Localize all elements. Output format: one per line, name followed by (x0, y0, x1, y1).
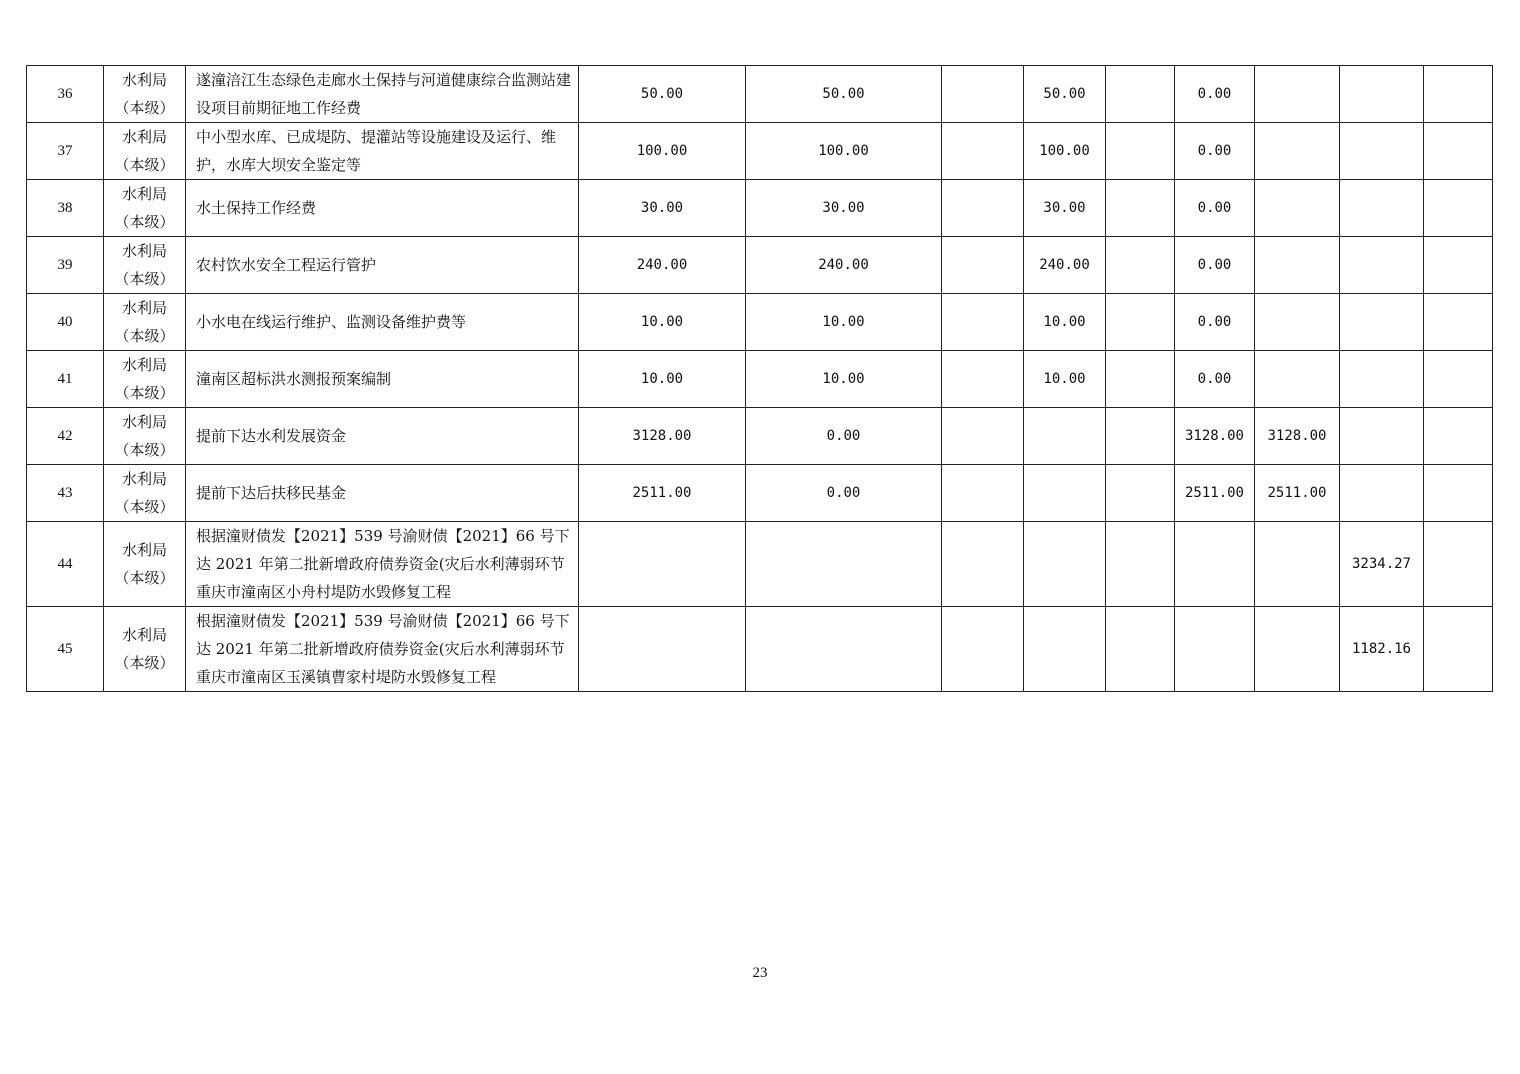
item-name-cell: 潼南区超标洪水测报预案编制 (186, 351, 579, 408)
item-name-cell: 提前下达水利发展资金 (186, 408, 579, 465)
row-number-cell: 45 (27, 607, 104, 692)
row-number-cell: 44 (27, 522, 104, 607)
amount-cell-2: 0.00 (746, 408, 942, 465)
amount-cell-2: 30.00 (746, 180, 942, 237)
unit-cell (104, 66, 186, 123)
amount-cell-4 (1024, 522, 1106, 607)
table-row (27, 294, 1493, 351)
unit-cell (104, 351, 186, 408)
amount-cell-3 (942, 66, 1024, 123)
table-body (27, 66, 1493, 692)
unit-line: 水利局 (121, 541, 167, 559)
amount-cell-3 (942, 237, 1024, 294)
amount-cell-8 (1340, 237, 1424, 294)
amount-cell-3 (942, 294, 1024, 351)
unit-cell (104, 237, 186, 294)
amount-cell-3 (942, 465, 1024, 522)
unit-cell (104, 180, 186, 237)
row-number-cell: 38 (27, 180, 104, 237)
amount-cell-7 (1255, 66, 1340, 123)
amount-cell-8 (1340, 66, 1424, 123)
amount-cell-9 (1424, 294, 1493, 351)
item-name-cell: 提前下达后扶移民基金 (186, 465, 579, 522)
amount-cell-7 (1255, 237, 1340, 294)
unit-line: （本级） (114, 327, 175, 345)
item-name-cell: 中小型水库、已成堤防、提灌站等设施建设及运行、维护，水库大坝安全鉴定等 (186, 123, 579, 180)
amount-cell-8 (1340, 180, 1424, 237)
amount-cell-4 (1024, 408, 1106, 465)
amount-cell-3 (942, 607, 1024, 692)
amount-cell-2: 240.00 (746, 237, 942, 294)
amount-cell-8 (1340, 408, 1424, 465)
amount-cell-2: 100.00 (746, 123, 942, 180)
unit-line: （本级） (114, 270, 175, 288)
amount-cell-1: 3128.00 (579, 408, 746, 465)
amount-cell-7 (1255, 522, 1340, 607)
unit-cell (104, 465, 186, 522)
amount-cell-3 (942, 180, 1024, 237)
amount-cell-7 (1255, 607, 1340, 692)
unit-cell (104, 607, 186, 692)
amount-cell-6: 0.00 (1175, 123, 1255, 180)
amount-cell-9 (1424, 123, 1493, 180)
unit-line: （本级） (114, 99, 175, 117)
amount-cell-5 (1106, 66, 1175, 123)
table-row (27, 607, 1493, 692)
table-row (27, 180, 1493, 237)
amount-cell-2: 10.00 (746, 294, 942, 351)
amount-cell-8 (1340, 123, 1424, 180)
row-number-cell: 36 (27, 66, 104, 123)
unit-line: 水利局 (121, 242, 167, 260)
table-row (27, 123, 1493, 180)
amount-cell-1 (579, 607, 746, 692)
unit-cell (104, 123, 186, 180)
amount-cell-1: 2511.00 (579, 465, 746, 522)
table-row (27, 237, 1493, 294)
table-row (27, 465, 1493, 522)
table-row (27, 66, 1493, 123)
amount-cell-5 (1106, 123, 1175, 180)
amount-cell-8 (1340, 465, 1424, 522)
amount-cell-2 (746, 607, 942, 692)
amount-cell-2: 10.00 (746, 351, 942, 408)
amount-cell-3 (942, 522, 1024, 607)
item-name-cell: 根据潼财债发【2021】539 号渝财债【2021】66 号下达 2021 年第二批新增政府债券资金(灾后水利薄弱环节重庆市潼南区玉溪镇曹家村堤防水毁修复工程 (186, 607, 579, 692)
amount-cell-6: 0.00 (1175, 237, 1255, 294)
amount-cell-5 (1106, 408, 1175, 465)
unit-line: 水利局 (121, 185, 167, 203)
unit-line: 水利局 (121, 128, 167, 146)
amount-cell-6: 0.00 (1175, 180, 1255, 237)
row-number-cell: 37 (27, 123, 104, 180)
amount-cell-6: 2511.00 (1175, 465, 1255, 522)
table-row (27, 408, 1493, 465)
amount-cell-6 (1175, 522, 1255, 607)
amount-cell-7: 3128.00 (1255, 408, 1340, 465)
amount-cell-5 (1106, 180, 1175, 237)
amount-cell-4 (1024, 465, 1106, 522)
amount-cell-7 (1255, 351, 1340, 408)
table-row (27, 522, 1493, 607)
unit-line: （本级） (114, 654, 175, 672)
amount-cell-5 (1106, 607, 1175, 692)
amount-cell-5 (1106, 237, 1175, 294)
amount-cell-6: 0.00 (1175, 66, 1255, 123)
amount-cell-4: 240.00 (1024, 237, 1106, 294)
table-row (27, 351, 1493, 408)
amount-cell-1 (579, 522, 746, 607)
item-name-cell: 遂潼涪江生态绿色走廊水土保持与河道健康综合监测站建设项目前期征地工作经费 (186, 66, 579, 123)
row-number-cell: 42 (27, 408, 104, 465)
amount-cell-8 (1340, 351, 1424, 408)
amount-cell-9 (1424, 408, 1493, 465)
amount-cell-4 (1024, 607, 1106, 692)
amount-cell-2 (746, 522, 942, 607)
amount-cell-8: 3234.27 (1340, 522, 1424, 607)
unit-cell (104, 522, 186, 607)
amount-cell-1: 10.00 (579, 294, 746, 351)
item-name-cell: 农村饮水安全工程运行管护 (186, 237, 579, 294)
amount-cell-9 (1424, 351, 1493, 408)
unit-line: 水利局 (121, 626, 167, 644)
unit-line: （本级） (114, 213, 175, 231)
amount-cell-4: 10.00 (1024, 351, 1106, 408)
amount-cell-3 (942, 351, 1024, 408)
amount-cell-1: 240.00 (579, 237, 746, 294)
page-number: 23 (752, 965, 768, 981)
amount-cell-9 (1424, 607, 1493, 692)
unit-line: 水利局 (121, 299, 167, 317)
amount-cell-4: 50.00 (1024, 66, 1106, 123)
item-name-cell: 小水电在线运行维护、监测设备维护费等 (186, 294, 579, 351)
unit-line: （本级） (114, 156, 175, 174)
amount-cell-4: 10.00 (1024, 294, 1106, 351)
amount-cell-4: 100.00 (1024, 123, 1106, 180)
amount-cell-5 (1106, 465, 1175, 522)
row-number-cell: 43 (27, 465, 104, 522)
amount-cell-9 (1424, 180, 1493, 237)
amount-cell-4: 30.00 (1024, 180, 1106, 237)
amount-cell-2: 0.00 (746, 465, 942, 522)
amount-cell-1: 30.00 (579, 180, 746, 237)
amount-cell-6: 0.00 (1175, 294, 1255, 351)
amount-cell-3 (942, 123, 1024, 180)
row-number-cell: 39 (27, 237, 104, 294)
amount-cell-7 (1255, 180, 1340, 237)
unit-line: （本级） (114, 498, 175, 516)
amount-cell-7: 2511.00 (1255, 465, 1340, 522)
unit-line: （本级） (114, 569, 175, 587)
unit-cell (104, 408, 186, 465)
amount-cell-8 (1340, 294, 1424, 351)
amount-cell-9 (1424, 66, 1493, 123)
amount-cell-7 (1255, 294, 1340, 351)
amount-cell-9 (1424, 237, 1493, 294)
unit-line: 水利局 (121, 71, 167, 89)
amount-cell-5 (1106, 522, 1175, 607)
amount-cell-5 (1106, 351, 1175, 408)
amount-cell-7 (1255, 123, 1340, 180)
amount-cell-9 (1424, 465, 1493, 522)
item-name-cell: 根据潼财债发【2021】539 号渝财债【2021】66 号下达 2021 年第二批新增政府债券资金(灾后水利薄弱环节重庆市潼南区小舟村堤防水毁修复工程 (186, 522, 579, 607)
budget-table (26, 65, 1493, 692)
amount-cell-1: 50.00 (579, 66, 746, 123)
amount-cell-8: 1182.16 (1340, 607, 1424, 692)
amount-cell-6: 0.00 (1175, 351, 1255, 408)
item-name-cell: 水土保持工作经费 (186, 180, 579, 237)
amount-cell-5 (1106, 294, 1175, 351)
row-number-cell: 41 (27, 351, 104, 408)
unit-line: 水利局 (121, 470, 167, 488)
unit-line: 水利局 (121, 356, 167, 374)
unit-line: （本级） (114, 384, 175, 402)
amount-cell-2: 50.00 (746, 66, 942, 123)
unit-cell (104, 294, 186, 351)
amount-cell-6 (1175, 607, 1255, 692)
unit-line: （本级） (114, 441, 175, 459)
amount-cell-1: 100.00 (579, 123, 746, 180)
row-number-cell: 40 (27, 294, 104, 351)
amount-cell-1: 10.00 (579, 351, 746, 408)
amount-cell-3 (942, 408, 1024, 465)
amount-cell-6: 3128.00 (1175, 408, 1255, 465)
unit-line: 水利局 (121, 413, 167, 431)
amount-cell-9 (1424, 522, 1493, 607)
